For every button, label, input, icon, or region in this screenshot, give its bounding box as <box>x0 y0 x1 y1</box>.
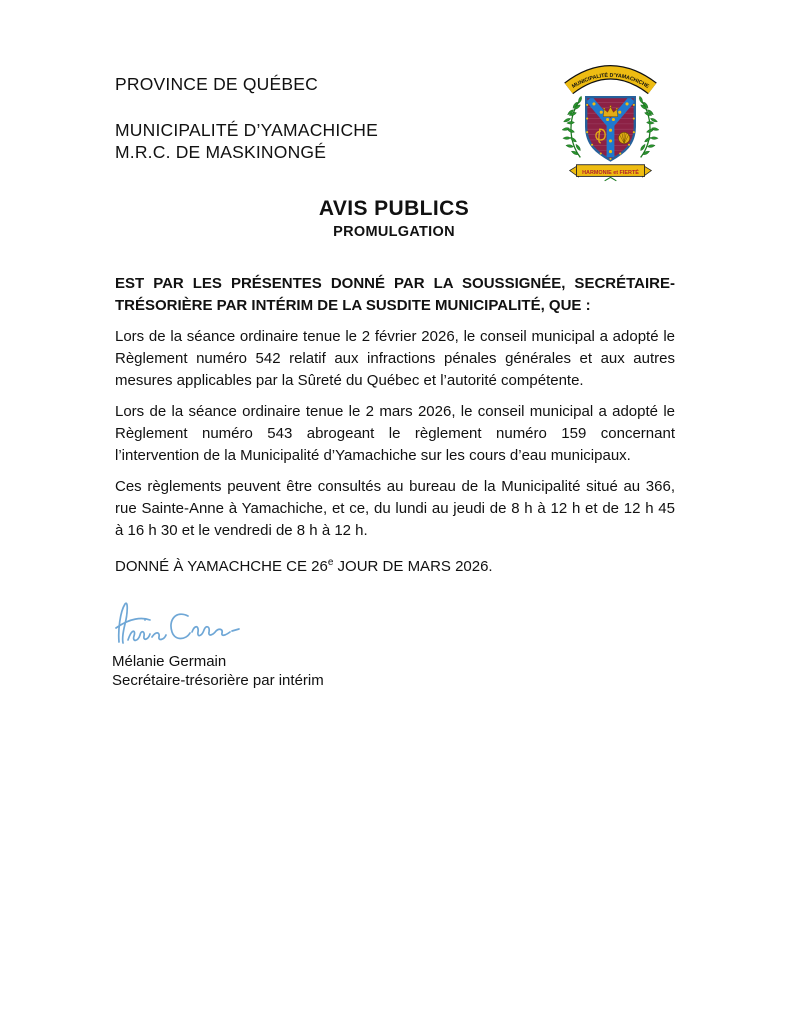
municipality-heading: MUNICIPALITÉ D’YAMACHICHE <box>115 120 378 140</box>
province-heading: PROVINCE DE QUÉBEC <box>115 74 318 94</box>
signature-block <box>112 590 324 690</box>
notice-title: AVIS PUBLICS <box>318 197 470 220</box>
laurel-branch-left-icon <box>562 96 583 158</box>
dateline <box>115 556 675 578</box>
municipal-coat-of-arms <box>557 56 664 183</box>
crest-graphic <box>557 56 664 183</box>
dateline-suffix: JOUR DE MARS 2026. <box>333 558 493 575</box>
intro-statement: EST PAR LES PRÉSENTES DONNÉ PAR LA SOUSSIGNÉE, SECRÉTAIRE-TRÉSORIÈRE PAR INTÉRIM DE LA SUSDITE MUNICIPALITÉ, QUE : <box>115 275 675 314</box>
bottom-sprig-icon <box>605 177 617 180</box>
issuer-heading-block <box>115 73 378 163</box>
laurel-branch-right-icon <box>638 96 659 158</box>
signatory-title: Secrétaire-trésorière par intérim <box>112 672 324 689</box>
crest-bottom-banner <box>570 165 652 181</box>
notice-subtitle: PROMULGATION <box>333 224 455 240</box>
scallop-shell-icon <box>618 132 629 143</box>
dateline-ordinal: e <box>327 557 334 568</box>
crest-top-banner-text: MUNICIPALITÉ D’YAMACHICHE <box>571 73 650 91</box>
notice-title-block <box>0 197 788 240</box>
paragraph-reglement-542: Lors de la séance ordinaire tenue le 2 février 2026, le conseil municipal a adopté le Règlement numéro 542 relatif aux infractions pénales générales et aux autres mesures applicables par la Sûreté du Québec et l’autorité compétente. <box>115 328 675 389</box>
handwritten-signature <box>112 590 242 652</box>
dateline-prefix: DONNÉ À YAMACHCHE CE 26 <box>115 558 328 575</box>
signatory-name: Mélanie Germain <box>112 653 227 670</box>
paragraph-reglement-543: Lors de la séance ordinaire tenue le 2 mars 2026, le conseil municipal a adopté le Règlement numéro 543 abrogeant le règlement numéro 159 concernant l’intervention de la Municipalité d’Yamachiche sur les cours d’eau municipaux. <box>115 403 675 464</box>
notice-body <box>115 273 675 587</box>
crest-motto-text: HARMONIE et FIERTÉ <box>582 170 639 177</box>
paragraph-consultation-hours: Ces règlements peuvent être consultés au bureau de la Municipalité situé au 366, rue Sainte-Anne à Yamachiche, et ce, du lundi au jeudi de 8 h à 12 h et de 12 h 45 à 16 h 30 et le vendredi de 8 h à 12 h. <box>115 478 675 539</box>
mrc-heading: M.R.C. DE MASKINONGÉ <box>115 142 327 162</box>
